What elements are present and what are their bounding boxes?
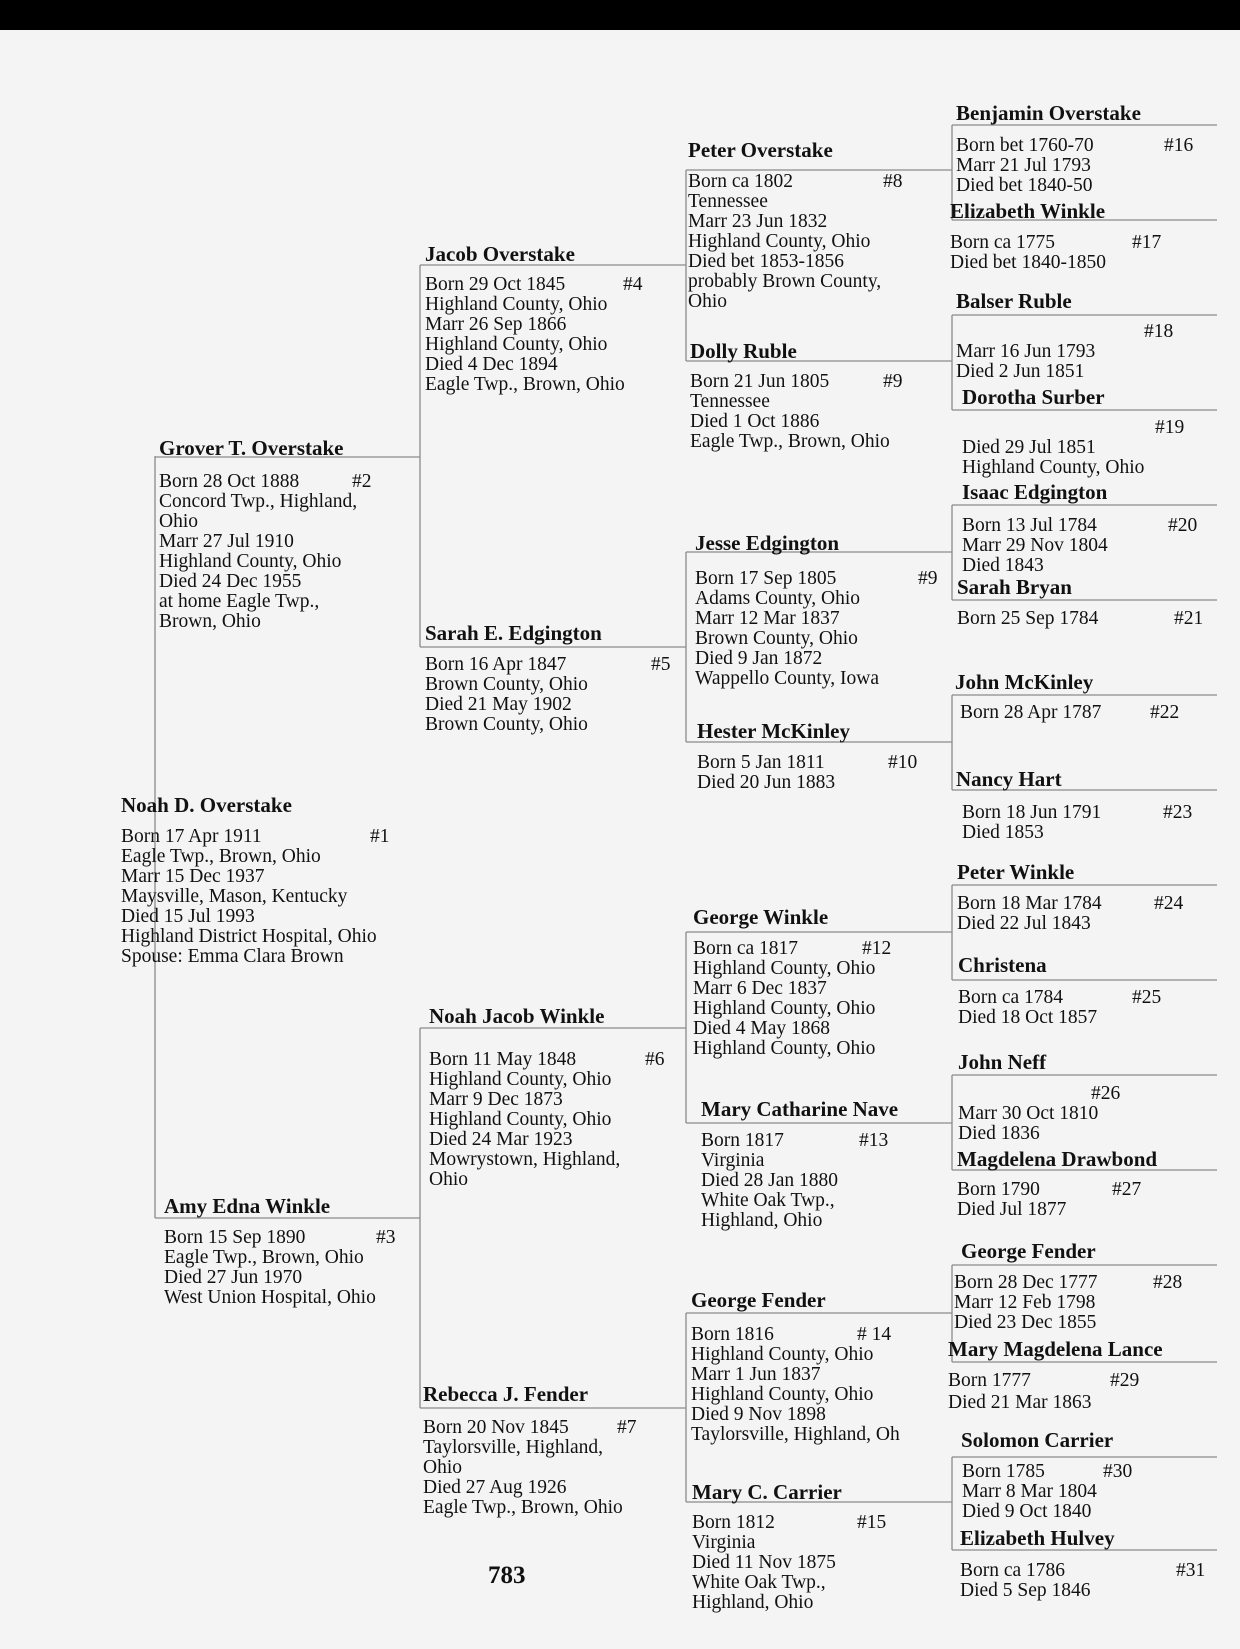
person-line: Born 18 Jun 1791 bbox=[962, 802, 1102, 823]
person-number: #18 bbox=[1144, 321, 1174, 342]
person-line: Born 17 Sep 1805 bbox=[695, 568, 837, 589]
person-name: Nancy Hart bbox=[956, 767, 1062, 791]
person-line: Born 1816 bbox=[691, 1324, 774, 1345]
person-number: #6 bbox=[645, 1049, 665, 1070]
person-line: Highland County, Ohio bbox=[691, 1344, 874, 1365]
person-line: Highland County, Ohio bbox=[429, 1109, 612, 1130]
person-name: Isaac Edgington bbox=[962, 480, 1108, 504]
person-number: # 14 bbox=[857, 1324, 892, 1345]
person-line: Taylorsville, Highland, bbox=[423, 1437, 604, 1458]
person-name: John Neff bbox=[958, 1050, 1047, 1074]
person-line: Died 9 Nov 1898 bbox=[691, 1404, 826, 1425]
person-line: Highland, Ohio bbox=[692, 1592, 814, 1613]
person-name: Grover T. Overstake bbox=[159, 436, 344, 460]
person-name: Sarah E. Edgington bbox=[425, 621, 602, 645]
person-number: #15 bbox=[857, 1512, 887, 1533]
person-name: Elizabeth Winkle bbox=[950, 199, 1106, 223]
person-line: Concord Twp., Highland, bbox=[159, 491, 358, 512]
person-line: Marr 12 Mar 1837 bbox=[695, 608, 840, 629]
person-line: Highland County, Ohio bbox=[691, 1384, 874, 1405]
person-line: Marr 9 Dec 1873 bbox=[429, 1089, 563, 1110]
person-line: Died 27 Aug 1926 bbox=[423, 1477, 567, 1498]
person-line: Marr 23 Jun 1832 bbox=[688, 211, 828, 232]
person-name: Solomon Carrier bbox=[961, 1428, 1114, 1452]
person-line: Marr 26 Sep 1866 bbox=[425, 314, 567, 335]
person-line: Died 1836 bbox=[958, 1123, 1040, 1144]
person-line: Born ca 1784 bbox=[958, 987, 1064, 1008]
person-name: Peter Overstake bbox=[688, 138, 833, 162]
person-line: Died 11 Nov 1875 bbox=[692, 1552, 836, 1573]
person-line: Died 9 Oct 1840 bbox=[962, 1501, 1092, 1522]
person-number: #8 bbox=[883, 171, 903, 192]
person-line: Highland County, Ohio bbox=[429, 1069, 612, 1090]
person-line: Died 23 Dec 1855 bbox=[954, 1312, 1097, 1333]
person-line: Marr 21 Jul 1793 bbox=[956, 155, 1091, 176]
person-line: Brown County, Ohio bbox=[695, 628, 858, 649]
page-number: 783 bbox=[488, 1562, 526, 1589]
person-number: #2 bbox=[352, 471, 372, 492]
person-line: Died Jul 1877 bbox=[957, 1199, 1067, 1220]
person-name: Sarah Bryan bbox=[957, 575, 1072, 599]
person-number: #19 bbox=[1155, 417, 1185, 438]
person-number: #4 bbox=[623, 274, 643, 295]
person-line: Died 15 Jul 1993 bbox=[121, 906, 255, 927]
person-number: #12 bbox=[862, 938, 892, 959]
person-line: Born 5 Jan 1811 bbox=[697, 752, 825, 773]
person-number: #5 bbox=[651, 654, 671, 675]
person-line: probably Brown County, bbox=[688, 271, 882, 292]
person-line: Marr 29 Nov 1804 bbox=[962, 535, 1108, 556]
person-line: Died 24 Dec 1955 bbox=[159, 571, 302, 592]
person-name: George Fender bbox=[691, 1288, 826, 1312]
person-line: Highland County, Ohio bbox=[425, 294, 608, 315]
person-name: Dorotha Surber bbox=[962, 385, 1105, 409]
person-line: Died 29 Jul 1851 bbox=[962, 437, 1096, 458]
person-name: Mary Catharine Nave bbox=[701, 1097, 899, 1121]
person-line: Ohio bbox=[423, 1457, 462, 1478]
person-line: Born bet 1760-70 bbox=[956, 135, 1094, 156]
person-line: Marr 16 Jun 1793 bbox=[956, 341, 1096, 362]
person-number: #31 bbox=[1176, 1560, 1206, 1581]
person-name: Jacob Overstake bbox=[425, 242, 575, 266]
person-line: Highland County, Ohio bbox=[159, 551, 342, 572]
person-line: Spouse: Emma Clara Brown bbox=[121, 946, 344, 967]
person-line: White Oak Twp., bbox=[692, 1572, 826, 1593]
person-line: Virginia bbox=[692, 1532, 756, 1553]
person-name: Noah Jacob Winkle bbox=[429, 1004, 605, 1028]
person-line: Virginia bbox=[701, 1150, 765, 1171]
person-line: Tennessee bbox=[690, 391, 770, 412]
person-line: Born ca 1786 bbox=[960, 1560, 1066, 1581]
person-line: Marr 1 Jun 1837 bbox=[691, 1364, 821, 1385]
person-line: Died 28 Jan 1880 bbox=[701, 1170, 839, 1191]
person-number: #25 bbox=[1132, 987, 1162, 1008]
person-name: Peter Winkle bbox=[957, 860, 1075, 884]
person-line: Marr 8 Mar 1804 bbox=[962, 1481, 1097, 1502]
person-number: #21 bbox=[1174, 608, 1204, 629]
person-name: George Winkle bbox=[693, 905, 829, 929]
person-number: #29 bbox=[1110, 1370, 1140, 1391]
person-number: #9 bbox=[918, 568, 938, 589]
person-name: Christena bbox=[958, 953, 1047, 977]
person-name: Hester McKinley bbox=[697, 719, 850, 743]
person-number: #26 bbox=[1091, 1083, 1121, 1104]
person-line: Eagle Twp., Brown, Ohio bbox=[425, 374, 625, 395]
person-line: Died 27 Jun 1970 bbox=[164, 1267, 303, 1288]
person-line: Died 18 Oct 1857 bbox=[958, 1007, 1098, 1028]
person-line: Eagle Twp., Brown, Ohio bbox=[690, 431, 890, 452]
person-line: Highland County, Ohio bbox=[693, 958, 876, 979]
person-number: #24 bbox=[1154, 893, 1184, 914]
person-line: Eagle Twp., Brown, Ohio bbox=[423, 1497, 623, 1518]
person-line: Maysville, Mason, Kentucky bbox=[121, 886, 348, 907]
person-number: #3 bbox=[376, 1227, 396, 1248]
person-number: #13 bbox=[859, 1130, 889, 1151]
person-line: Born 28 Oct 1888 bbox=[159, 471, 300, 492]
person-line: Marr 6 Dec 1837 bbox=[693, 978, 827, 999]
person-line: Highland County, Ohio bbox=[693, 998, 876, 1019]
person-line: Wappello County, Iowa bbox=[695, 668, 880, 689]
person-line: Mowrystown, Highland, bbox=[429, 1149, 621, 1170]
person-line: Born 1785 bbox=[962, 1461, 1045, 1482]
person-number: #30 bbox=[1103, 1461, 1133, 1482]
person-line: Marr 15 Dec 1937 bbox=[121, 866, 265, 887]
person-line: Born ca 1817 bbox=[693, 938, 799, 959]
person-line: Born 1817 bbox=[701, 1130, 784, 1151]
person-line: Died 21 Mar 1863 bbox=[948, 1392, 1092, 1413]
person-line: Born 16 Apr 1847 bbox=[425, 654, 567, 675]
person-line: Highland County, Ohio bbox=[425, 334, 608, 355]
person-line: Died 1843 bbox=[962, 555, 1044, 576]
person-line: Died 2 Jun 1851 bbox=[956, 361, 1085, 382]
person-line: Born 25 Sep 1784 bbox=[957, 608, 1099, 629]
person-number: #20 bbox=[1168, 515, 1198, 536]
person-line: Tennessee bbox=[688, 191, 768, 212]
person-number: #28 bbox=[1153, 1272, 1183, 1293]
person-line: Born 1777 bbox=[948, 1370, 1031, 1391]
person-line: Ohio bbox=[159, 511, 198, 532]
person-line: Ohio bbox=[688, 291, 727, 312]
person-name: Mary C. Carrier bbox=[692, 1480, 842, 1504]
person-line: Born 28 Dec 1777 bbox=[954, 1272, 1098, 1293]
person-number: #27 bbox=[1112, 1179, 1142, 1200]
person-line: Taylorsville, Highland, Oh bbox=[691, 1424, 900, 1445]
person-line: Died bet 1853-1856 bbox=[688, 251, 844, 272]
person-line: Died 4 Dec 1894 bbox=[425, 354, 558, 375]
person-name: Benjamin Overstake bbox=[956, 101, 1141, 125]
person-line: Marr 12 Feb 1798 bbox=[954, 1292, 1096, 1313]
person-name: Jesse Edgington bbox=[695, 531, 840, 555]
person-line: Died 20 Jun 1883 bbox=[697, 772, 836, 793]
person-line: Brown, Ohio bbox=[159, 611, 261, 632]
person-line: Brown County, Ohio bbox=[425, 714, 588, 735]
person-line: Highland County, Ohio bbox=[962, 457, 1145, 478]
person-number: #10 bbox=[888, 752, 918, 773]
person-line: Born 28 Apr 1787 bbox=[960, 702, 1102, 723]
person-number: #1 bbox=[370, 826, 390, 847]
person-line: Born 1812 bbox=[692, 1512, 775, 1533]
person-name: Magdelena Drawbond bbox=[957, 1147, 1158, 1171]
person-line: Died 24 Mar 1923 bbox=[429, 1129, 573, 1150]
person-line: West Union Hospital, Ohio bbox=[164, 1287, 376, 1308]
person-line: Died 22 Jul 1843 bbox=[957, 913, 1091, 934]
person-line: Marr 30 Oct 1810 bbox=[958, 1103, 1099, 1124]
person-name: Mary Magdelena Lance bbox=[948, 1337, 1163, 1361]
person-name: George Fender bbox=[961, 1239, 1096, 1263]
person-line: Eagle Twp., Brown, Ohio bbox=[164, 1247, 364, 1268]
person-name: Dolly Ruble bbox=[690, 339, 797, 363]
person-line: Highland District Hospital, Ohio bbox=[121, 926, 377, 947]
person-number: #16 bbox=[1164, 135, 1194, 156]
person-name: Balser Ruble bbox=[956, 289, 1072, 313]
person-line: Born 21 Jun 1805 bbox=[690, 371, 830, 392]
person-line: Born 15 Sep 1890 bbox=[164, 1227, 306, 1248]
person-line: Died bet 1840-50 bbox=[956, 175, 1093, 196]
person-number: #7 bbox=[617, 1417, 637, 1438]
person-line: Died 9 Jan 1872 bbox=[695, 648, 823, 669]
person-name: Amy Edna Winkle bbox=[164, 1194, 331, 1218]
person-line: Ohio bbox=[429, 1169, 468, 1190]
person-line: Highland County, Ohio bbox=[688, 231, 871, 252]
person-line: Born 1790 bbox=[957, 1179, 1040, 1200]
person-line: Died 4 May 1868 bbox=[693, 1018, 831, 1039]
person-number: #22 bbox=[1150, 702, 1180, 723]
person-line: Died bet 1840-1850 bbox=[950, 252, 1106, 273]
person-line: Born 18 Mar 1784 bbox=[957, 893, 1102, 914]
person-line: Born 11 May 1848 bbox=[429, 1049, 577, 1070]
person-line: at home Eagle Twp., bbox=[159, 591, 320, 612]
person-line: Eagle Twp., Brown, Ohio bbox=[121, 846, 321, 867]
person-name: Noah D. Overstake bbox=[121, 793, 292, 817]
person-line: Born ca 1802 bbox=[688, 171, 794, 192]
person-line: Highland, Ohio bbox=[701, 1210, 823, 1231]
person-line: Brown County, Ohio bbox=[425, 674, 588, 695]
person-line: Adams County, Ohio bbox=[695, 588, 861, 609]
person-line: Born 17 Apr 1911 bbox=[121, 826, 262, 847]
person-number: #17 bbox=[1132, 232, 1162, 253]
person-line: Born 20 Nov 1845 bbox=[423, 1417, 569, 1438]
person-number: #23 bbox=[1163, 802, 1193, 823]
person-line: Died 21 May 1902 bbox=[425, 694, 572, 715]
person-name: Rebecca J. Fender bbox=[423, 1382, 589, 1406]
person-number: #9 bbox=[883, 371, 903, 392]
person-line: Died 1 Oct 1886 bbox=[690, 411, 820, 432]
person-line: White Oak Twp., bbox=[701, 1190, 835, 1211]
person-name: John McKinley bbox=[955, 670, 1094, 694]
person-line: Born 13 Jul 1784 bbox=[962, 515, 1097, 536]
person-line: Born ca 1775 bbox=[950, 232, 1056, 253]
person-line: Died 1853 bbox=[962, 822, 1044, 843]
person-line: Died 5 Sep 1846 bbox=[960, 1580, 1091, 1601]
person-line: Born 29 Oct 1845 bbox=[425, 274, 566, 295]
person-name: Elizabeth Hulvey bbox=[960, 1526, 1115, 1550]
person-line: Marr 27 Jul 1910 bbox=[159, 531, 294, 552]
person-line: Highland County, Ohio bbox=[693, 1038, 876, 1059]
